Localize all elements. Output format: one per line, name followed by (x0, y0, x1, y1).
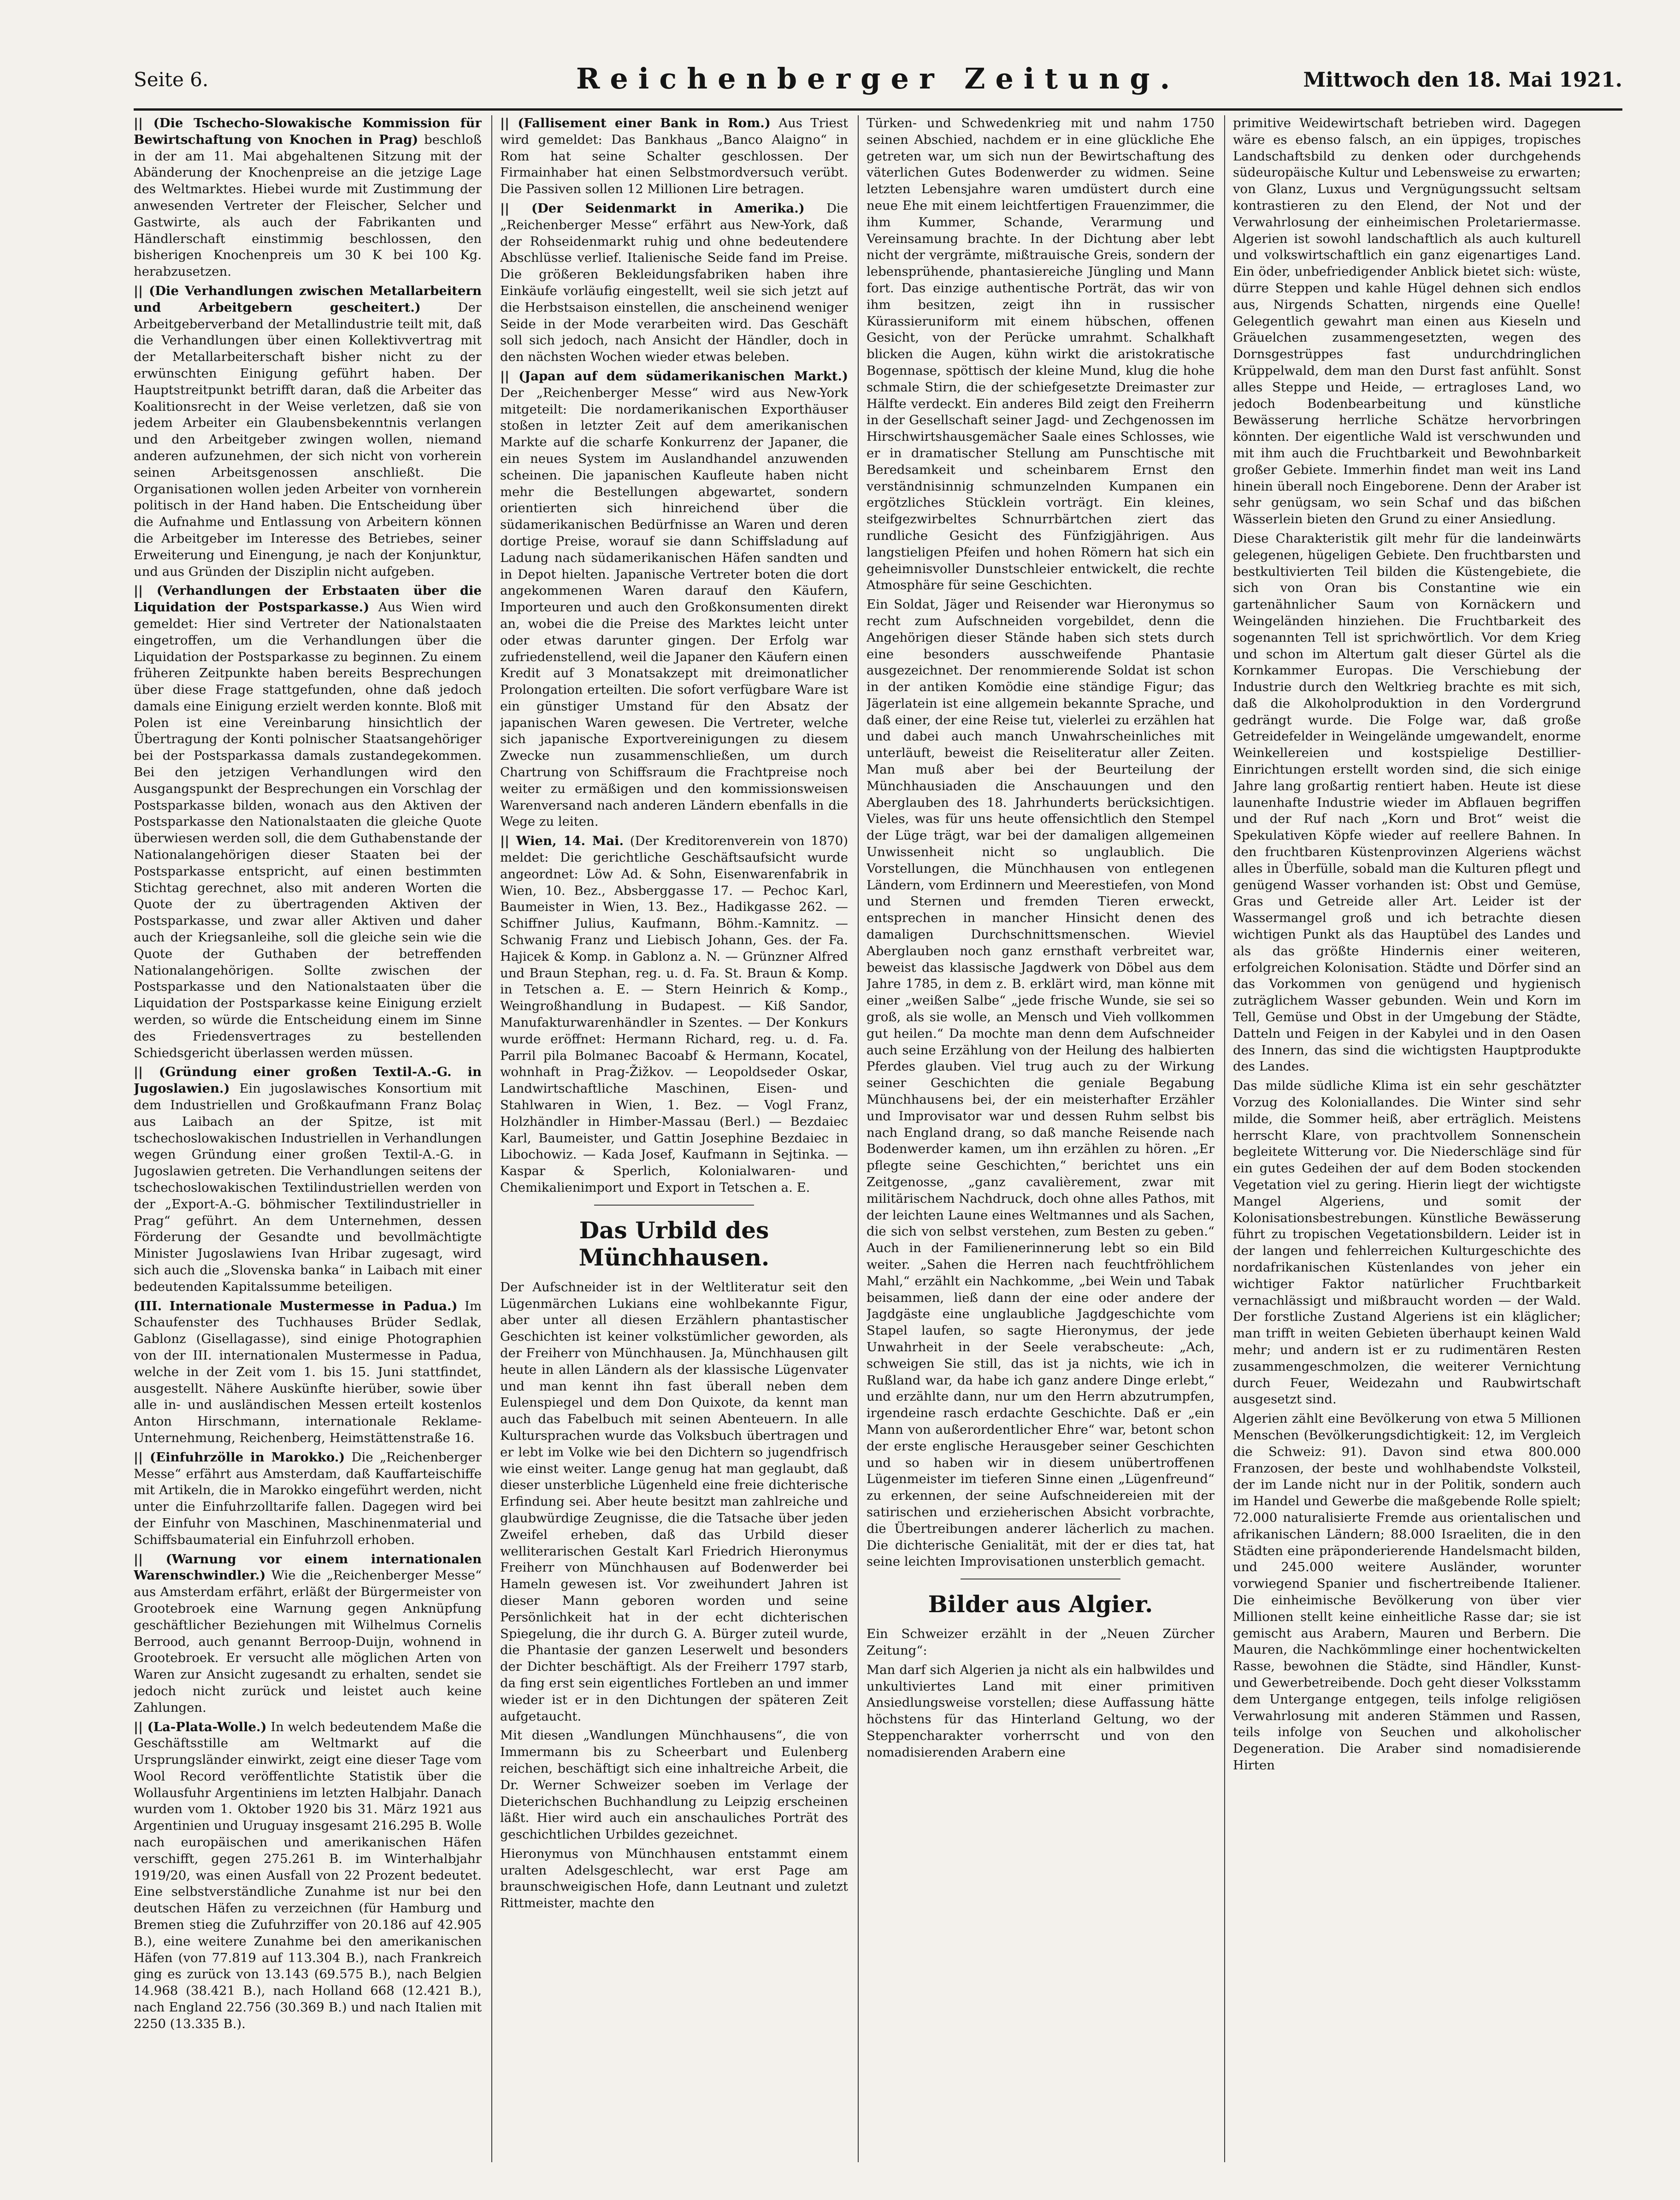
article-text: Man darf sich Algerien ja nicht als ein halbwildes und unkultiviertes Land mit einer primitiven Ansiedlungsweise vorstellen; diese Auffassung hätte höchstens für das Hinterland Geltung, wo der Steppencharakter vorherrscht und von den nomadisierenden Arabern eine (867, 1662, 1214, 1760)
article-paragraph (134, 283, 482, 580)
article-lead: || (Die Tschecho-Slowakische Kommission für Bewirtschaftung von Knochen in Prag) (134, 116, 482, 147)
column-divider (858, 115, 859, 2162)
article-lead: || Wien, 14. Mai. (500, 834, 624, 849)
article-text: primitive Weidewirtschaft betrieben wird. Dagegen wäre es ebenso falsch, an ein üppiges, tropisches Landschaftsbild zu denken oder durchgehends südeuropäische Kultur und Lebensweise zu erwarten; von Glanz, Luxus und Vergnügungssucht seltsam kontrastieren zu den Elend, der Not und der Verwahrlosung der einheimischen Proletariermasse. Algerien ist sowohl landschaftlich als auch kulturell und volkswirtschaftlich ein ganz eigenartiges Land. Ein öder, unbefriedigender Anblick bietet sich: wüste, dürre Steppen und kahle Hügel dehnen sich endlos aus, Nirgends Schatten, nirgends eine Quelle! Gelegentlich gewahrt man einen aus Kieseln und Gräuelchen zusammengesetzten, wegen des Dornsgestrüppes fast undurchdringlichen Krüppelwald, dem man den Durst fast anfühlt. Sonst alles Steppe und Heide, — ertragloses Land, wo jedoch Bodenbearbeitung und künstliche Bewässerung herrliche Schätze hervorbringen könnten. Der eigentliche Wald ist verschwunden und mit ihm auch die Fruchtbarkeit und Bewohnbarkeit großer Gebiete. Immerhin findet man weit ins Land hinein überall noch Eingeborene. Denn der Araber ist sehr genügsam, wo sein Schaf und das bißchen Wässerlein bieten den Grund zu einer Ansiedlung. (1233, 116, 1581, 527)
article-paragraph (134, 1449, 482, 1549)
article-lead: || (Japan auf dem südamerikanischen Markt.) (500, 368, 848, 384)
article-paragraph (867, 1662, 1214, 1761)
article-paragraph (134, 583, 482, 1061)
article-lead: || (Der Seidenmarkt in Amerika.) (500, 201, 805, 216)
article-lead: (III. Internationale Mustermesse in Padua.) (134, 1298, 458, 1313)
article-text: Der „Reichenberger Messe“ wird aus New-York mitgeteilt: Die nordamerikanischen Exporthäuser stoßen in letzter Zeit auf dem amerikanischen Markte auf die scharfe Konkurrenz der Japaner, die ein neues System im Auslandhandel anzuwenden scheinen. Die japanischen Kaufleute haben nicht mehr die Bestellungen abgewartet, sondern orientierten sich hinreichend über die südamerikanischen Bedürfnisse an Waren und deren dortige Preise, worauf sie dann Schiffsladung auf Ladung nach südamerikanischen Häfen sandten und in Depot hielten. Japanische Vertreter boten die dort angekommenen Waren darauf den Käufern, Importeuren und auch den Großkonsumenten direkt an, wobei die die Preise des Marktes leicht unter oder etwas darunter gingen. Der Erfolg war zufriedenstellend, weil die Japaner den Käufern einen Kredit auf 3 Monatsakzept mit dreimonatlicher Prolongation erteilten. Die sofort verfügbare Ware ist ein günstiger Umstand für den Absatz der japanischen Waren gewesen. Die Vertreter, welche sich japanische Exportvereinigungen zu diesem Zwecke nun zusammenschließen, um durch Chartrung von Schiffsraum die Frachtpreise noch weiter zu ermäßigen und den kommissionsweisen Warenversand nach anderen Ländern ebenfalls in die Wege zu leiten. (500, 385, 848, 829)
article-lead: || (Die Verhandlungen zwischen Metallarbeitern und Arbeitgebern gescheitert.) (134, 283, 482, 315)
article-paragraph (1233, 1411, 1581, 1774)
article-text: Mit diesen „Wandlungen Münchhausens“, die von Immermann bis zu Scheerbart und Eulenberg reichen, beschäftigt sich eine inhaltreiche Arbeit, die Dr. Werner Schweizer soeben im Verlage der Dieterichschen Buchhandlung zu Leipzig erscheinen läßt. Hier wird auch ein anschauliches Porträt des geschichtlichen Urbildes gezeichnet. (500, 1728, 848, 1842)
article-lead: || (Warnung vor einem internationalen Warenschwindler.) (134, 1551, 482, 1583)
column-2 (500, 115, 848, 2162)
article-separator (594, 1205, 754, 1206)
article-text: Das milde südliche Klima ist ein sehr geschätzter Vorzug des Koloniallandes. Die Winter sind sehr milde, die Sommer heiß, aber erträglich. Meistens herrscht Klare, von prachtvollem Sonnenschein begleitete Witterung vor. Die Niederschläge sind für ein gutes Gedeihen der auf dem Boden stockenden Vegetation viel zu gering. Hierin liegt der wichtigste Mangel Algeriens, und somit der Kolonisationsbestrebungen. Künstliche Bewässerung führt zu tropischen Vegetationsbildern. Leider ist in der langen und fehlerreichen Kulturgeschichte des nordafrikanischen Küstenlandes von jeher ein wichtiger Faktor natürlicher Fruchtbarkeit vernachlässigt und mißbraucht worden — der Wald. Der forstliche Zustand Algeriens ist ein kläglicher; man trifft in weiten Gebieten überhaupt keinen Wald mehr; und andern ist er zu rudimentären Resten zusammengeschmolzen, die weiterer Vernichtung durch Feuer, Weidezahn und Raubwirtschaft ausgesetzt sind. (1233, 1078, 1581, 1407)
issue-date: Mittwoch den 18. Mai 1921. (1303, 68, 1622, 92)
article-heading: Bilder aus Algier. (928, 1591, 1153, 1618)
article-text: Ein jugoslawisches Konsortium mit dem Industriellen und Großkaufmann Franz Bolaç aus Laibach an der Spitze, ist mit tschechoslowakischen Industriellen in Verhandlungen wegen Gründung einer großen Textil-A.-G. in Jugoslawien getreten. Die Verhandlungen seitens der tschechoslowakischen Textilindustriellen werden von der „Export-A.-G. böhmischer Textilindustrieller in Prag“ geführt. An dem Unternehmen, dessen Förderung der Gesandte und bevollmächtigte Minister Jugoslawiens Ivan Hribar zugesagt, wird sich auch die „Slovenska banka“ in Laibach mit einer bedeutenden Kapitalssumme beteiligen. (134, 1081, 482, 1294)
article-text: Der Aufschneider ist in der Weltliteratur seit den Lügenmärchen Lukians eine wohlbekannte Figur, aber unter all diesen Erzählern phantastischer Geschichten ist keiner volkstümlicher geworden, als der Freiherr von Münchhausen. Ja, Münchhausen gilt heute in allen Ländern als der klassische Lügenvater und man kennt ihn fast überall neben dem Eulenspiegel und dem Don Quixote, da kennt man auch das Fabelbuch mit seinen Abenteuern. In alle Kultursprachen wurde das Volksbuch übertragen und er lebt im Volke wie bei den Dichtern so jugendfrisch wie einst weiter. Lange genug hat man geglaubt, daß dieser unsterbliche Lügenheld eine freie dichterische Erfindung sei. Aber heute besitzt man zahlreiche und glaubwürdige Zeugnisse, die die Tatsache über jeden Zweifel erheben, daß das Urbild dieser welliterarischen Gestalt Karl Friedrich Hieronymus Freiherr von Münchhausen auf Bodenwerder bei Hameln gewesen ist. Vor zweihundert Jahren ist dieser Mann geboren worden und seine Persönlichkeit hat in der echt dichterischen Spiegelung, die ihr durch G. A. Bürger zuteil wurde, die Phantasie der ganzen Leserwelt und besonders der Dichter beschäftigt. Als der Freiherr 1797 starb, da fing erst sein eigentliches Fortleben an und immer wieder ist er in den Dichtungen der späteren Zeit aufgetaucht. (500, 1279, 848, 1724)
article-paragraph (134, 115, 482, 280)
article-paragraph (134, 1551, 482, 1716)
article-paragraph (1233, 115, 1581, 528)
article-text: Ein Schweizer erzählt in der „Neuen Zürcher Zeitung“: (867, 1626, 1214, 1658)
article-paragraph (1233, 1078, 1581, 1408)
article-paragraph (134, 1298, 482, 1447)
header-rule (134, 108, 1622, 111)
article-text: Aus Triest wird gemeldet: Das Bankhaus „Banco Alaigno“ in Rom hat seine Schalter geschlossen. Der Firmainhaber hat einen Selbstmordversuch verübt. Die Passiven sollen 12 Millionen Lire betragen. (500, 116, 848, 197)
article-text: Wie die „Reichenberger Messe“ aus Amsterdam erfährt, erläßt der Bürgermeister von Grootebroek eine Warnung gegen Anknüpfung geschäftlicher Beziehungen mit Wilhelmus Cornelis Berrood, auch genannt Berroop-Duijn, wohnend in Grootebroek. Er versucht alle möglichen Arten von Waren zur Ansicht zugesandt zu erhalten, sendet sie jedoch nicht zurück und leistet auch keine Zahlungen. (134, 1568, 482, 1715)
article-text: Ein Soldat, Jäger und Reisender war Hieronymus so recht zum Aufschneiden vorgebildet, denn die Angehörigen dieser Stände haben sich stets durch eine besonders ausschweifende Phantasie ausgezeichnet. Der renommierende Soldat ist schon in der antiken Komödie eine ständige Figur; das Jägerlatein ist eine allgemein bekannte Sprache, und daß einer, der eine Reise tut, vielerlei zu erzählen hat und dabei auch manch Unwahrscheinliches mit unterläuft, beweist die Reiseliteratur aller Zeiten. Man muß aber bei der Beurteilung der Münchhausiaden die Anschauungen und den Aberglauben des 18. Jahrhunderts berücksichtigen. Vieles, was für uns heute offensichtlich den Stempel der Lüge trägt, war bei der damaligen allgemeinen Unwissenheit nicht so unglaublich. Die Vorstellungen, die Münchhausen von entlegenen Ländern, vom Erdinnern und Meerestiefen, von Mond und Sternen und fremden Tieren erweckt, entsprechen in mancher Hinsicht denen des damaligen Durchschnittsmenschen. Wieviel Aberglauben noch ganz ernsthaft verbreitet war, beweist das klassische Jagdwerk von Döbel aus dem Jahre 1785, in dem z. B. erklärt wird, man könne mit einer „weißen Salbe“ „jede frische Wunde, sie sei so groß, als sie wolle, an Mensch und Vieh vollkommen gut heilen.“ Da mochte man denn dem Aufschneider auch seine Erzählung von der Heilung des halbierten Pferdes glauben. Viel trug auch zu der Wirkung seiner Geschichten die geniale Begabung Münchhausens bei, der ein meisterhafter Erzähler und Improvisator war und dessen Ruhm selbst bis nach England drang, so daß manche Reisende nach Bodenwerder kamen, um ihn erzählen zu hören. „Er pflegte seine Geschichten,“ berichtet uns ein Zeitgenosse, „ganz cavalièrement, zwar mit militärischem Nachdruck, doch ohne alles Pathos, mit der leichten Laune eines Weltmannes und als Sachen, die sich von selbst verstehen, zum Besten zu geben.“ Auch in der Familienerinnerung lebt so ein Bild weiter. „Sahen die Herren nach feuchtfröhlichem Mahl,“ erzählt ein Nachkomme, „bei Wein und Tabak beisammen, ließ dann der eine oder andere der Jagdgäste eine unglaubliche Jagdgeschichte vom Stapel laufen, so sagte Hieronymus, der jede Unwahrheit in der Seele verabscheute: „Ach, schweigen Sie still, das ist ja nichts, wie ich in Rußland war, da habe ich ganz andere Dinge erlebt,“ und erzählte dann, nur um den Herrn abzutrumpfen, irgendeine rasch erdachte Geschichte. Daß er „ein Mann von außerordentlicher Ehre“ war, betont schon der erste englische Herausgeber seiner Geschichten und so haben wir in diesem unübertroffenen Lügenmeister im tieferen Sinne einen „Lügenfreund“ zu erkennen, der seine Aufschneidereien mit der satirischen und erzieherischen Absicht vorbrachte, die Übertreibungen anderer lächerlich zu machen. Die dichterische Genialität, mit der er dies tat, hat seine leichten Improvisationen unsterblich gemacht. (867, 597, 1214, 1569)
column-divider (1224, 115, 1225, 2162)
article-paragraph (134, 1719, 482, 2033)
article-paragraph (500, 1279, 848, 1725)
article-text: Türken- und Schwedenkrieg mit und nahm 1750 seinen Abschied, nachdem er in eine glückliche Ehe getreten war, um sich nun der Bewirtschaftung des väterlichen Gutes Bodenwerder zu widmen. Seine letzten Lebensjahre waren umdüstert durch eine neue Ehe mit einem leichtfertigen Frauenzimmer, die ihm Kummer, Schande, Verarmung und Vereinsamung brachte. In der Dichtung aber lebt nicht der vergrämte, mißtrauische Greis, sondern der lebensprühende, phantasiereiche Jüngling und Mann fort. Das einzige authentische Porträt, das wir von ihm besitzen, zeigt ihn in russischer Kürassieruniform mit einem hübschen, offenen Gesicht, von der Perücke umrahmt. Schalkhaft blicken die Augen, kühn wirkt die aristokratische Bogennase, spöttisch der kleine Mund, klug die hohe schmale Stirn, die der schiefgesetzte Dreimaster zur Hälfte verdeckt. Ein anderes Bild zeigt den Freiherrn in der Gesellschaft seiner Jagd- und Zechgenossen im Hirschwirtshausgemächer Saale eines Schlosses, wie er in dramatischer Stellung am Punschtische mit Beredsamkeit und scheinbarem Ernst den verständnisinnig schmunzelnden Kumpanen ein ergötzliches Stücklein vorträgt. Ein kleines, steifgezwirbeltes Schnurrbärtchen ziert das rundliche Gesicht des Fünfzigjährigen. Aus langstieligen Pfeifen und hohen Römern hat sich ein geheimnisvoller Dunstschleier entwickelt, die rechte Atmosphäre für seine Geschichten. (867, 116, 1214, 593)
article-paragraph (500, 115, 848, 198)
article-lead: || (La-Plata-Wolle.) (134, 1719, 267, 1734)
article-paragraph (134, 1064, 482, 1295)
article-text: Algerien zählt eine Bevölkerung von etwa 5 Millionen Menschen (Bevölkerungsdichtigkeit: 12, im Vergleich die Schweiz: 91). Davon sind etwa 800.000 Franzosen, der beste und wohlhabendste Volksteil, der im Lande nicht nur in der Politik, sondern auch im Handel und Gewerbe die maßgebende Rolle spielt; 72.000 naturalisierte Fremde aus orientalischen und afrikanischen Ländern; 88.000 Israeliten, die in den Städten eine präponderierende Handelsmacht bilden, und 245.000 weitere Ausländer, worunter vorwiegend Spanier und fischertreibende Italiener. Die einheimische Bevölkerung von über vier Millionen stellt keine einheitliche Rasse dar; sie ist gemischt aus Arabern, Mauren und Berbern. Die Mauren, die Nachkömmlinge einer hochentwickelten Rasse, bewohnen die Städte, sind Händler, Kunst- und Gewerbetreibende. Doch geht dieser Volksstamm dem Untergange entgegen, teils infolge religiösen Verwahrlosung mit anderen Stämmen und Rassen, teils infolge von Seuchen und alkoholischer Degeneration. Die Araber sind nomadisierende Hirten (1233, 1411, 1581, 1773)
article-paragraph (500, 1846, 848, 1912)
article-paragraph (500, 833, 848, 1196)
article-text: Die „Reichenberger Messe“ erfährt aus New-York, daß der Rohseidenmarkt ruhig und ohne bedeutendere Abschlüsse verlief. Italienische Seide fand im Preise. Die größeren Bekleidungsfabriken haben ihre Einkäufe vorläufig eingestellt, weil sie sich jetzt auf die Herbstsaison einstellen, die anscheinend weniger Seide in der Mode verarbeiten wird. Das Geschäft soll sich jedoch, nach Ansicht der Händler, doch in den nächsten Wochen wieder etwas beleben. (500, 201, 848, 365)
article-lead: || (Verhandlungen der Erbstaaten über die Liquidation der Postsparkasse.) (134, 583, 482, 615)
page-number: Seite 6. (134, 68, 209, 91)
article-heading: Das Urbild des Münchhausen. (578, 1216, 770, 1271)
article-text: In welch bedeutendem Maße die Geschäftsstille am Weltmarkt auf die Ursprungsländer einwirkt, zeigt eine dieser Tage vom Wool Record veröffentlichte Statistik über die Wollausfuhr Argentiniens im letzten Halbjahr. Danach wurden vom 1. Oktober 1920 bis 31. März 1921 aus Argentinien und Uruguay insgesamt 216.295 B. Wolle nach europäischen und amerikanischen Häfen verschifft, gegen 275.261 B. im Winterhalbjahr 1919/20, was einen Ausfall von 22 Prozent bedeutet. Eine selbstverständliche Zunahme ist nur bei den deutschen Häfen zu verzeichnen (für Hamburg und Bremen stieg die Zufuhrziffer von 20.186 auf 42.905 B.), eine weitere Zunahme bei den amerikanischen Häfen (von 77.819 auf 113.304 B.), nach Frankreich ging es zurück von 13.143 (69.575 B.), nach Belgien 14.968 (38.421 B.), nach Holland 668 (12.421 B.), nach England 22.756 (30.369 B.) und nach Italien mit 2250 (13.335 B.). (134, 1719, 482, 2031)
article-text: beschloß in der am 11. Mai abgehaltenen Sitzung mit der Abänderung der Knochenpreise an die jetzige Lage des Weltmarktes. Hiebei wurde mit Zustimmung der anwesenden Vertreter der Fleischer, Selcher und Gastwirte, als auch der Fabrikanten und Händlerschaft einstimmig beschlossen, den bisherigen Knochenpreis um 30 K bei 100 Kg. herabzusetzen. (134, 132, 482, 279)
article-lead: || (Gründung einer großen Textil-A.-G. in Jugoslawien.) (134, 1065, 482, 1096)
article-paragraph (867, 597, 1214, 1570)
article-text: Die „Reichenberger Messe“ erfährt aus Amsterdam, daß Kauffarteischiffe mit Artikeln, die in Marokko eingeführt werden, nicht unter die Einfuhrzolltarife fallen. Dagegen wird bei der Einfuhr von Maschinen, Maschinenmaterial und Schiffsbaumaterial ein Einfuhrzoll erhoben. (134, 1449, 482, 1547)
masthead-title: Reichenberger Zeitung. (576, 62, 1180, 95)
column-divider (491, 115, 492, 2162)
article-paragraph (500, 1727, 848, 1843)
article-text: Hieronymus von Münchhausen entstammt einem uralten Adelsgeschlecht, war erst Page am braunschweigischen Hofe, dann Leutnant und zuletzt Rittmeister, machte den (500, 1846, 848, 1911)
article-text: Im Schaufenster des Tuchhauses Brüder Sedlak, Gablonz (Gisellagasse), sind einige Photographien von der III. internationalen Mustermesse in Padua, welche in der Zeit vom 1. bis 15. Juni stattfindet, ausgestellt. Nähere Auskünfte hierüber, sowie über alle in- und ausländischen Messen erteilt kostenlos Anton Hirschmann, internationale Reklame-Unternehmung, Reichenberg, Heimstättenstraße 16. (134, 1298, 482, 1445)
article-lead: || (Fallisement einer Bank in Rom.) (500, 116, 771, 130)
article-paragraph (1233, 531, 1581, 1075)
article-text: Diese Charakteristik gilt mehr für die landeinwärts gelegenen, hügeligen Gebiete. Den fruchtbarsten und bestkultivierten Teil bilden die Küstengebiete, die sich von Oran bis Constantine wie ein gartenähnlicher Saum von Kornäckern und Weingeländen hinziehen. Die Fruchtbarkeit des sogenannten Tell ist sprichwörtlich. Vor dem Krieg und schon im Altertum galt dieser Gürtel als die Kornkammer Europas. Die Verschiebung der Industrie durch den Weltkrieg brachte es mit sich, daß die Alkoholproduktion in den Vordergrund gedrängt wurde. Die Folge war, daß große Getreidefelder in Weingelände umgewandelt, enorme Weinkellereien und kostspielige Destillier-Einrichtungen erstellt worden sind, die sich einige Jahre lang großartig rentiert haben. Heute ist diese launenhafte Industrie wieder im Abflauen begriffen und der Ruf nach „Korn und Brot“ weist die Spekulativen Köpfe wieder auf reellere Bahnen. In den fruchtbaren Küstenprovinzen Algeriens wächst alles in Überfülle, sobald man die Kulturen pflegt und genügend Wasser vorhanden ist: Obst und Gemüse, Gras und Getreide aller Art. Leider ist der Wassermangel groß und ich betrachte diesen wichtigen Punkt als das Hauptübel des Landes und als das größte Hindernis einer weiteren, erfolgreichen Kolonisation. Städte und Dörfer sind an das Vorkommen von genügend und hygienisch zuträglichem Wasser gebunden. Wein und Korn im Tell, Gemüse und Obst in der Umgebung der Städte, Datteln und Feigen in der Kabylei und in den Oasen des Innern, das sind die wichtigsten Hauptprodukte des Landes. (1233, 531, 1581, 1074)
article-lead: || (Einfuhrzölle in Marokko.) (134, 1449, 345, 1465)
article-paragraph (867, 115, 1214, 594)
column-3 (867, 115, 1214, 2162)
article-text: Der Arbeitgeberverband der Metallindustrie teilt mit, daß die Verhandlungen über einen Kollektivvertrag mit der Metallarbeiterschaft bisher nicht zu der erwünschten Einigung geführt haben. Der Hauptstreitpunkt betrifft daran, daß die Arbeiter das Koalitionsrecht in der Weise verletzen, daß sie von jedem Arbeiter ein Glaubensbekenntnis verlangen und den Arbeitgeber zwingen wollen, niemand anderen aufzunehmen, der sich nicht von vorherein seinen Arbeitsgenossen anschließt. Die Organisationen wollen jeden Arbeiter von vornherein politisch in der Hand haben. Die Entscheidung über die Aufnahme und Entlassung von Arbeitern können die Arbeitgeber im Interesse des Betriebes, seiner Erweiterung und Einengung, je nach der Konjunktur, und aus Gründen der Disziplin nicht aufgeben. (134, 300, 482, 579)
column-1 (134, 115, 482, 2162)
column-4 (1233, 115, 1581, 2162)
article-paragraph (867, 1626, 1214, 1659)
article-text: (Der Kreditorenverein von 1870) meldet: Die gerichtliche Geschäftsaufsicht wurde angeordnet: Löw Ad. & Sohn, Eisenwarenfabrik in Wien, 10. Bez., Absberggasse 17. — Pechoc Karl, Baumeister in Wien, 13. Bez., Hadikgasse 262. — Schiffner Julius, Kaufmann, Böhm.-Kamnitz. — Schwanig Franz und Liebisch Johann, Ges. der Fa. Hajicek & Komp. in Gablonz a. N. — Grünzner Alfred und Braun Stephan, reg. u. d. Fa. St. Braun & Komp. in Tetschen a. E. — Stern Heinrich & Komp., Weingroßhandlung in Budapest. — Kiß Sandor, Manufakturwarenhändler in Szentes. — Der Konkurs wurde eröffnet: Hermann Richard, reg. u. d. Fa. Parril pila Bolmanec Bacoabf & Hermann, Kocatel, wohnhaft in Prag-Žižkov. — Leopoldseder Oskar, Landwirtschaftliche Maschinen, Eisen- und Stahlwaren in Wien, 1. Bez. — Vogl Franz, Holzhändler in Himber-Massau (Berl.) — Bezdaiec Karl, Baumeister, und Gattin Josephine Bezdaiec in Libochowiz. — Kada Josef, Kaufmann in Sejtinka. — Kaspar & Sperlich, Kolonialwaren- und Chemikalienimport und Export in Tetschen a. E. (500, 834, 848, 1195)
article-paragraph (500, 368, 848, 830)
page-header (134, 59, 1622, 110)
article-paragraph (500, 201, 848, 366)
article-text: Aus Wien wird gemeldet: Hier sind Vertreter der Nationalstaaten eingetroffen, um die Verhandlungen über die Liquidation der Postsparkasse zu beginnen. Zu einem früheren Zeitpunkte haben bereits Besprechungen über diese Frage stattgefunden, ohne daß jedoch damals eine Einigung erzielt werden konnte. Bloß mit Polen ist eine Vereinbarung hinsichtlich der Übertragung der Konti polnischer Staatsangehöriger bei der Postsparkassa damals zustandegekommen. Bei den jetzigen Verhandlungen wird den Ausgangspunkt der Besprechungen ein Vorschlag der Postsparkasse bilden, wonach aus den Aktiven der Postsparkasse den Nationalstaaten die gleiche Quote überwiesen werden soll, die dem Guthabenstande der Nationalangehörigen dieser Staaten bei der Postsparkasse entspricht, auf einen bestimmten Stichtag gerechnet, also mit anderen Worten die Quote der zu übertragenden Aktiven der Postsparkasse, und zwar aller Aktiven und daher auch der Kriegsanleihe, soll die gleiche sein wie die Quote der Guthaben der betreffenden Nationalangehörigen. Sollte zwischen der Postsparkasse und den Nationalstaaten über die Liquidation der Postsparkasse keine Einigung erzielt werden, so würde die Entscheidung einem im Sinne des Friedensvertrages zu bestellenden Schiedsgericht überlassen werden müssen. (134, 600, 482, 1060)
